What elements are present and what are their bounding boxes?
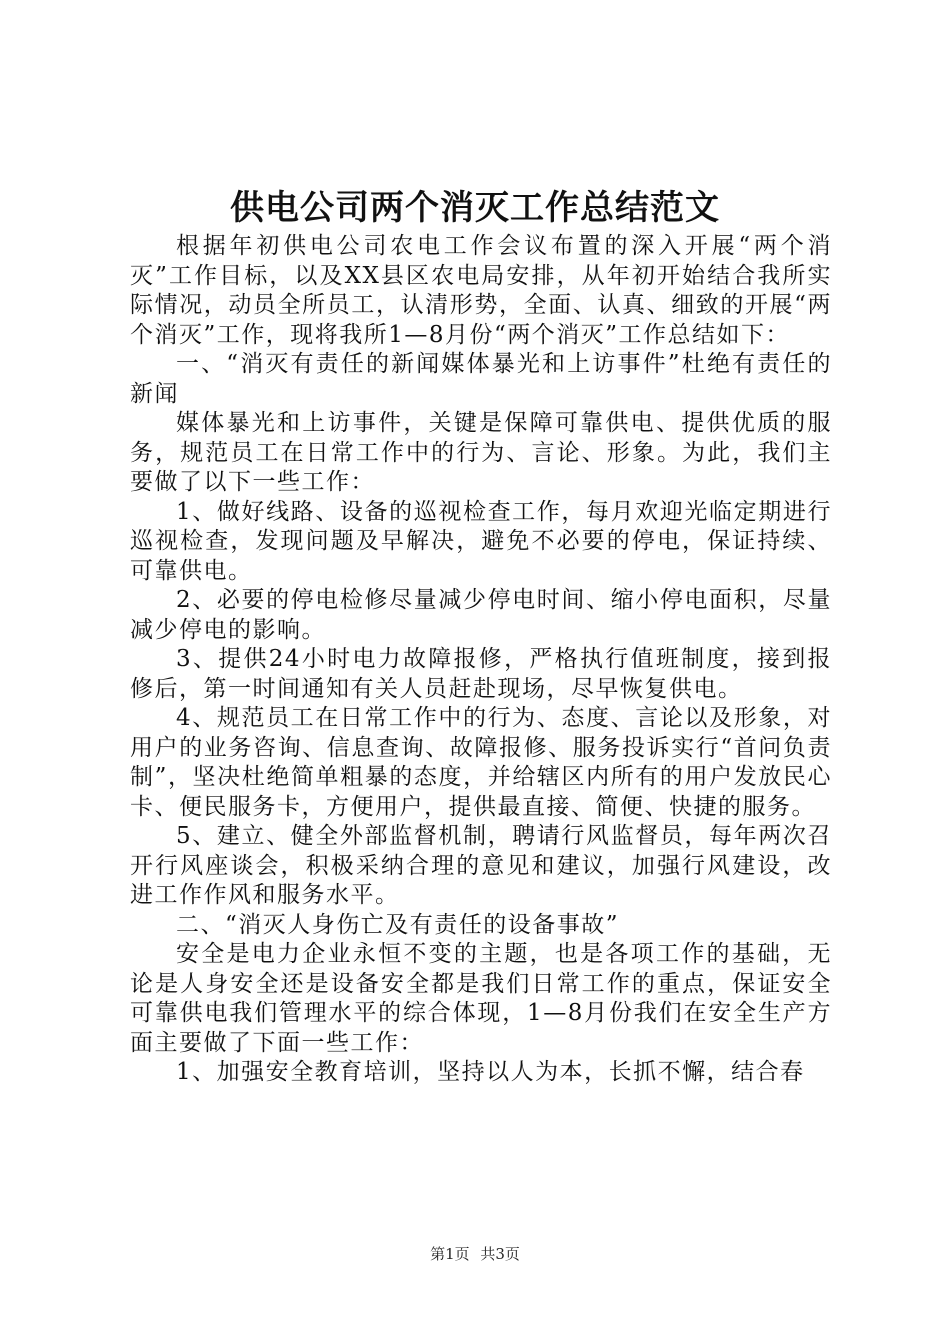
paragraph-section-one-intro: 媒体暴光和上访事件，关键是保障可靠供电、提供优质的服务，规范员工在日常工作中的行为、言论、形象。为此，我们主要做了以下一些工作： <box>130 410 832 495</box>
paragraph-item-5: 5、建立、健全外部监督机制，聘请行风监督员，每年两次召开行风座谈会，积极采纳合理的意见和建议，加强行风建设，改进工作作风和服务水平。 <box>130 823 832 908</box>
paragraph-item-4: 4、规范员工在日常工作中的行为、态度、言论以及形象，对用户的业务咨询、信息查询、故障报修、服务投诉实行“首问负责制”，坚决杜绝简单粗暴的态度，并给辖区内所有的用户发放民心卡、便民服务卡，方便用户，提供最直接、简便、快捷的服务。 <box>130 705 832 820</box>
page-footer <box>0 1244 950 1264</box>
paragraph-section-two-item-1: 1、加强安全教育培训，坚持以人为本，长抓不懈，结合春 <box>176 1059 805 1085</box>
page-total: 共3页 <box>480 1245 520 1263</box>
paragraph-item-3: 3、提供24小时电力故障报修，严格执行值班制度，接到报修后，第一时间通知有关人员赶赴现场，尽早恢复供电。 <box>130 646 832 702</box>
paragraph-section-two-heading: 二、“消灭人身伤亡及有责任的设备事故” <box>176 911 620 938</box>
paragraph-intro: 根据年初供电公司农电工作会议布置的深入开展“两个消灭”工作目标，以及XX县区农电局安排，从年初开始结合我所实际情况，动员全所员工，认清形势，全面、认真、细致的开展“两个消灭”工作，现将我所1—8月份“两个消灭”工作总结如下： <box>130 233 832 348</box>
paragraph-item-2: 2、必要的停电检修尽量减少停电时间、缩小停电面积，尽量减少停电的影响。 <box>130 587 832 643</box>
paragraph-item-1: 1、做好线路、设备的巡视检查工作，每月欢迎光临定期进行巡视检查，发现问题及早解决，避免不必要的停电，保证持续、可靠供电。 <box>130 498 832 584</box>
paragraph-section-two-intro: 安全是电力企业永恒不变的主题，也是各项工作的基础，无论是人身安全还是设备安全都是我们日常工作的重点，保证安全可靠供电我们管理水平的综合体现，1—8月份我们在安全生产方面主要做了下面一些工作： <box>130 941 832 1056</box>
page-number: 第1页 <box>430 1245 470 1263</box>
document-title: 供电公司两个消灭工作总结范文 <box>230 188 720 228</box>
paragraph-section-one-heading: 一、“消灭有责任的新闻媒体暴光和上访事件”杜绝有责任的新闻 <box>130 351 832 407</box>
document-body <box>130 232 832 1088</box>
